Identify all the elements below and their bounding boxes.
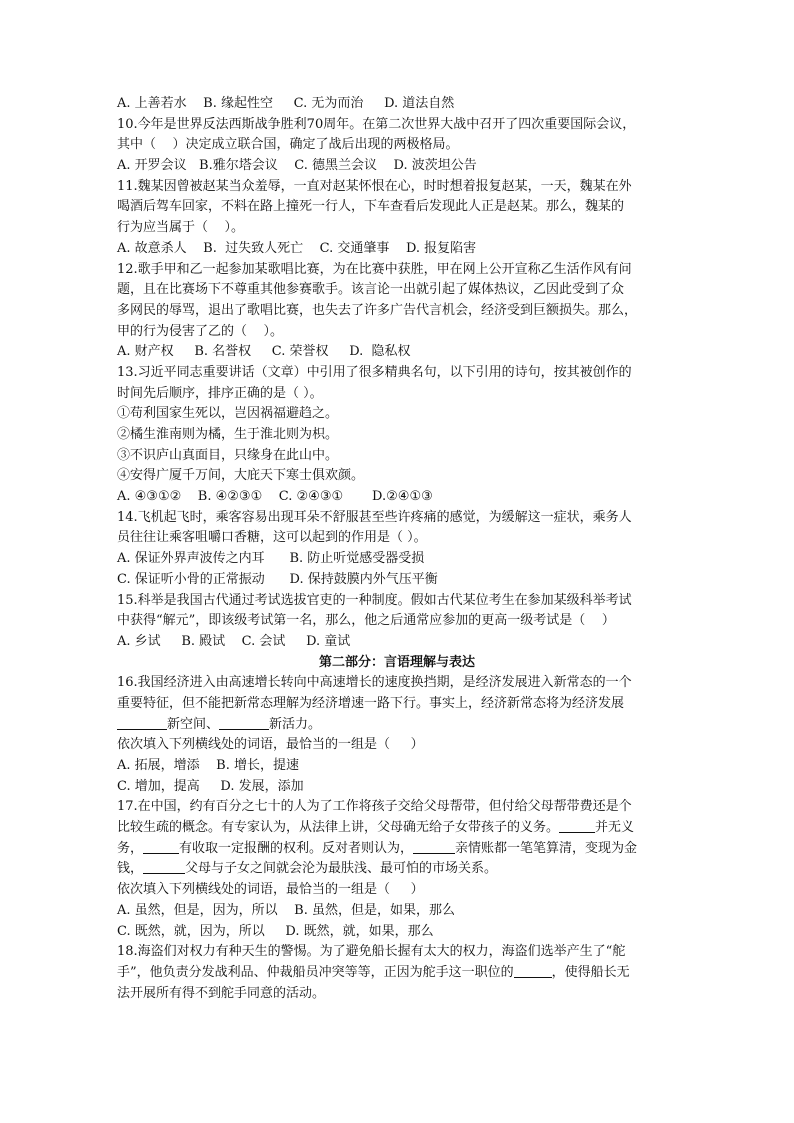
q14-options-ab: A. 保证外界声波传之内耳 B. 防止听觉感受器受损 (117, 551, 425, 567)
blank-line (559, 818, 595, 833)
q13-stem-line2: 时间先后顺序，排序正确的是（ ）。 (117, 385, 323, 401)
q13-stem-line1: 13.习近平同志重要讲话（文章）中引用了很多精典名句，以下引用的诗句，按其被创作的 (117, 364, 632, 380)
q12-stem-line3: 多网民的辱骂，退出了歌唱比赛，也失去了许多广告代言机会，经济受到巨额损失。那么， (117, 302, 638, 318)
q14-stem-line2: 员往往让乘客咀嚼口香糖，这可以起到的作用是（ ）。 (117, 530, 427, 546)
q9-options: A. 上善若水 B. 缘起性空 C. 无为而治 D. 道法自然 (117, 96, 455, 111)
q17-instruction: 依次填入下列横线处的词语，最恰当的一组是（ ） (117, 882, 424, 898)
q15-stem-line1: 15.科举是我国古代通过考试选拔官吏的一种制度。假如古代某位考生在参加某级科举考试 (117, 592, 632, 608)
q16-stem-line2: 重要特征，但不能把新常态理解为经济增速一路下行。事实上，经济新常态将为经济发展 (117, 695, 625, 711)
q16-stem-line3: 新空间、 新活力。 (117, 715, 677, 736)
q13-poem-4: ④安得广厦千万间，大庇天下寒士俱欢颜。 (117, 468, 365, 484)
q11-options: A. 故意杀人 B. 过失致人死亡 C. 交通肇事 D. 报复陷害 (117, 240, 477, 256)
blank-line (143, 859, 185, 874)
q13-poem-3: ③不识庐山真面目，只缘身在此山中。 (117, 447, 339, 463)
section-heading: 第二部分：言语理解与表达 (318, 654, 475, 670)
q12-stem-line4: 甲的行为侵害了乙的（ ）。 (117, 323, 284, 339)
q10-stem-line2: 其中（ ）决定成立联合国，确定了战后出现的两极格局。 (117, 137, 459, 153)
q14-options-cd: C. 保证听小骨的正常振动 D. 保持鼓膜内外气压平衡 (117, 571, 438, 587)
q16-stem-line1: 16.我国经济进入由高速增长转向中高速增长的速度换挡期，是经济发展进入新常态的一个 (117, 675, 632, 691)
q13-options: A. ④③①② B. ④②③① C. ②④③① D.②④①③ (117, 489, 433, 505)
blank-line (413, 839, 455, 854)
q15-options: A. 乡试 B. 殿试 C. 会试 D. 童试 (117, 633, 351, 649)
blank-line (219, 715, 269, 730)
q18-stem-line1: 18.海盗们对权力有种天生的警惕。为了避免船长握有太大的权力，海盗们选举产生了“舵 (117, 944, 626, 960)
q17-stem-line4: 钱， 父母与子女之间就会沦为最肤浅、最可怕的市场关系。 (117, 861, 498, 877)
q11-stem-line2: 喝酒后驾车回家，不料在路上撞死一行人，下车查看后发现此人正是赵某。那么，魏某的 (117, 199, 625, 215)
q17-options-ab: A. 虽然，但是，因为，所以 B. 虽然，但是，如果，那么 (117, 902, 456, 918)
q11-stem-line3: 行为应当属于（ ）。 (117, 220, 245, 236)
q18-stem-line3: 法开展所有得不到舵手同意的活动。 (117, 985, 326, 1001)
q13-poem-2: ②橘生淮南则为橘，生于淮北则为枳。 (117, 427, 339, 442)
q17-stem-line2: 比较生疏的概念。有专家认为，从法律上讲，父母确无给子女带孩子的义务。 并无义 (117, 820, 635, 836)
q12-stem-line2: 题，且在比赛场下不尊重其他参赛歌手。该言论一出就引起了媒体热议，乙因此受到了众 (117, 282, 625, 298)
q17-stem-line1: 17.在中国，约有百分之七十的人为了工作将孩子交给父母帮带，但付给父母帮带费还是个 (117, 799, 632, 815)
exam-page (117, 94, 677, 1004)
q16-options-cd: C. 增加，提高 D. 发展，添加 (117, 778, 304, 794)
q14-stem-line1: 14.飞机起飞时，乘客容易出现耳朵不舒服甚至些许疼痛的感觉，为缓解这一症状，乘务人 (117, 509, 632, 525)
blank-line (117, 715, 167, 730)
q12-options: A. 财产权 B. 名誉权 C. 荣誉权 D. 隐私权 (117, 344, 411, 360)
q10-stem-line1: 10.今年是世界反法西斯战争胜利70周年。在第二次世界大战中召开了四次重要国际会议， (117, 116, 636, 132)
q17-stem-line3: 务， 有收取一定报酬的权利。反对者则认为， 亲情账都一笔笔算清，变现为金 (117, 840, 638, 856)
blank-line (514, 963, 552, 978)
q17-options-cd: C. 既然，就，因为，所以 D. 既然，就，如果，那么 (117, 923, 434, 939)
blank-line (143, 839, 179, 854)
q13-poem-1: ①苟利国家生死以，岂因祸福避趋之。 (117, 406, 339, 422)
q15-stem-line2: 中获得“解元”，即该级考试第一名，那么，他之后通常应参加的更高一级考试是（ ） (117, 613, 615, 629)
q18-stem-line2: 手”，他负责分发战利品、仲裁船员冲突等等，正因为舵手这一职位的 ，使得船长无 (117, 964, 630, 980)
q11-stem-line1: 11.魏某因曾被赵某当众羞辱，一直对赵某怀恨在心，时时想着报复赵某，一天，魏某在外 (117, 178, 632, 194)
q16-options-ab: A. 拓展，增添 B. 增长，提速 (117, 758, 300, 773)
q10-options: A. 开罗会议 B.雅尔塔会议 C. 德黑兰会议 D. 波茨坦公告 (117, 158, 477, 174)
q16-instruction: 依次填入下列横线处的词语，最恰当的一组是（ ） (117, 737, 424, 753)
q12-stem-line1: 12.歌手甲和乙一起参加某歌唱比赛，为在比赛中获胜，甲在网上公开宣称乙生活作风有问 (117, 261, 632, 277)
